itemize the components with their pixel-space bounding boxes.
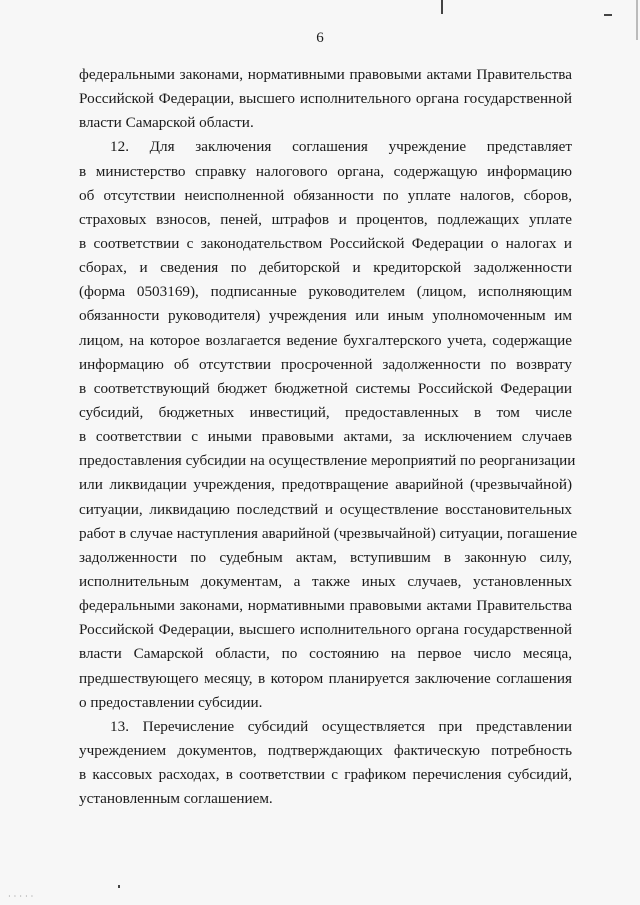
text-line: в соответствии с иными правовыми актами, за исключением случаев xyxy=(79,428,572,446)
text-line: Российской Федерации, высшего исполнительного органа государственной xyxy=(79,621,572,639)
text-line: или ликвидации учреждения, предотвращение аварийной (чрезвычайной) xyxy=(79,476,572,494)
text-line: федеральными законами, нормативными правовыми актами Правительства xyxy=(79,597,572,615)
text-line: об отсутствии неисполненной обязанности по уплате налогов, сборов, xyxy=(79,186,572,204)
text-line: лицом, на которое возлагается ведение бухгалтерского учета, содержащие xyxy=(79,331,572,349)
text-line: задолженности по судебным актам, вступившим в законную силу, xyxy=(79,548,572,566)
scan-artifact-dots: ····· xyxy=(8,892,37,901)
text-line: учреждением документов, подтверждающих фактическую потребность xyxy=(79,741,572,759)
text-line: о предоставлении субсидии. xyxy=(79,693,263,711)
text-line: в кассовых расходах, в соответствии с графиком перечисления субсидий, xyxy=(79,766,572,784)
scan-mark-top xyxy=(441,0,443,14)
scan-mark-bottom xyxy=(118,885,120,888)
text-line: субсидий, бюджетных инвестиций, предоставленных в том числе xyxy=(79,403,572,421)
body-text xyxy=(79,63,578,811)
text-line: страховых взносов, пеней, штрафов и процентов, подлежащих уплате xyxy=(79,210,572,228)
text-line: исполнительным документам, а также иных случаев, установленных xyxy=(79,572,572,590)
page-number: 6 xyxy=(316,30,324,46)
text-line: в соответствии с законодательством Российской Федерации о налогах и xyxy=(79,234,572,252)
text-line: информацию об отсутствии просроченной задолженности по возврату xyxy=(79,355,572,373)
text-line: Российской Федерации, высшего исполнительного органа государственной xyxy=(79,90,572,108)
text-line: установленным соглашением. xyxy=(79,790,273,808)
text-line: обязанности руководителя) учреждения или иным уполномоченным им xyxy=(79,307,572,325)
text-line: ситуации, ликвидацию последствий и осуществление восстановительных xyxy=(79,500,572,518)
scan-mark-top-right xyxy=(604,14,612,16)
text-line: 13. Перечисление субсидий осуществляется при представлении xyxy=(110,717,572,735)
text-line: в министерство справку налогового органа, содержащую информацию xyxy=(79,162,572,180)
text-line: (форма 0503169), подписанные руководителем (лицом, исполняющим xyxy=(79,283,572,301)
text-line: власти Самарской области. xyxy=(79,114,254,132)
text-line: сборах, и сведения по дебиторской и кредиторской задолженности xyxy=(79,259,572,277)
text-line: работ в случае наступления аварийной (чрезвычайной) ситуации, погашение xyxy=(79,524,578,542)
text-line: предшествующего месяцу, в котором планируется заключение соглашения xyxy=(79,669,572,687)
text-line: 12. Для заключения соглашения учреждение представляет xyxy=(110,138,572,156)
text-line: федеральными законами, нормативными правовыми актами Правительства xyxy=(79,66,572,83)
text-line: в соответствующий бюджет бюджетной системы Российской Федерации xyxy=(79,379,572,397)
text-line: предоставления субсидии на осуществление мероприятий по реорганизации xyxy=(79,452,576,470)
text-line: власти Самарской области, по состоянию на первое число месяца, xyxy=(79,645,572,663)
